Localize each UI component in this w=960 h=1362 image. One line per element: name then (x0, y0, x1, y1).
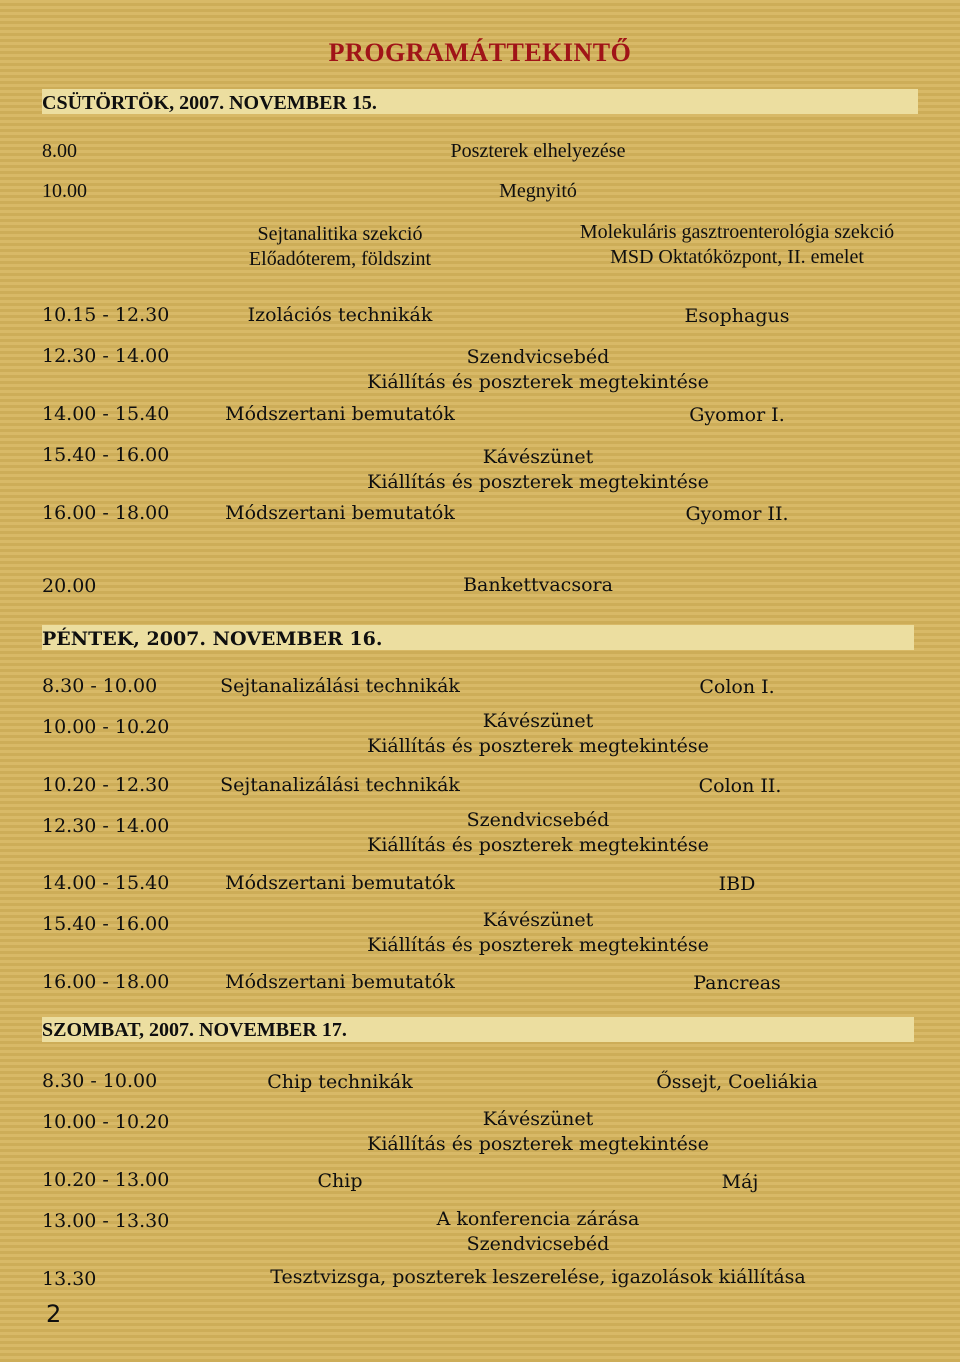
right-session: Őssejt, Coeliákia (656, 1071, 818, 1093)
time-slot: 10.00 (42, 180, 87, 202)
right-session: Gyomor I. (689, 404, 785, 426)
event-label: Bankettvacsora (463, 574, 613, 596)
break-label: Szendvicsebéd (466, 346, 610, 368)
break-sublabel: Kiállítás és poszterek megtekintése (367, 371, 709, 393)
section-left-location: Előadóterem, földszint (248, 248, 432, 270)
time-slot: 8.00 (42, 140, 77, 162)
event-label: Megnyitó (499, 180, 577, 202)
day-header: SZOMBAT, 2007. NOVEMBER 17. (42, 1019, 347, 1041)
right-session: Colon I. (699, 676, 775, 698)
left-session: Izolációs technikák (247, 304, 433, 326)
break-sublabel: Kiállítás és poszterek megtekintése (367, 735, 709, 757)
time-slot: 15.40 - 16.00 (42, 444, 170, 466)
time-slot: 8.30 - 10.00 (42, 1070, 158, 1092)
event-sublabel: Szendvicsebéd (466, 1233, 610, 1255)
time-slot: 15.40 - 16.00 (42, 913, 170, 935)
section-right-name: Molekuláris gasztroenterológia szekció (579, 221, 895, 243)
event-label: A konferencia zárása (436, 1208, 640, 1230)
right-session: IBD (718, 873, 756, 895)
right-session: Gyomor II. (685, 503, 789, 525)
right-session: Pancreas (693, 972, 781, 994)
left-session: Chip technikák (267, 1071, 413, 1093)
time-slot: 12.30 - 14.00 (42, 345, 170, 367)
day-header: CSÜTÖRTÖK, 2007. NOVEMBER 15. (42, 92, 377, 114)
break-sublabel: Kiállítás és poszterek megtekintése (367, 1133, 709, 1155)
left-session: Módszertani bemutatók (225, 403, 455, 425)
time-slot: 8.30 - 10.00 (42, 675, 158, 697)
break-sublabel: Kiállítás és poszterek megtekintése (367, 834, 709, 856)
time-slot: 20.00 (42, 575, 97, 597)
section-left-name: Sejtanalitika szekció (257, 223, 423, 245)
time-slot: 10.20 - 12.30 (42, 774, 170, 796)
break-label: Kávészünet (482, 909, 594, 931)
break-label: Kávészünet (482, 1108, 594, 1130)
time-slot: 10.15 - 12.30 (42, 304, 170, 326)
break-label: Szendvicsebéd (466, 809, 610, 831)
right-session: Esophagus (684, 305, 790, 327)
time-slot: 13.30 (42, 1268, 97, 1290)
break-sublabel: Kiállítás és poszterek megtekintése (367, 471, 709, 493)
left-session: Sejtanalizálási technikák (220, 675, 460, 697)
left-session: Módszertani bemutatók (225, 971, 455, 993)
time-slot: 16.00 - 18.00 (42, 971, 170, 993)
break-label: Kávészünet (482, 710, 594, 732)
time-slot: 13.00 - 13.30 (42, 1210, 170, 1232)
section-right-location: MSD Oktatóközpont, II. emelet (610, 246, 864, 268)
left-session: Módszertani bemutatók (225, 872, 455, 894)
time-slot: 14.00 - 15.40 (42, 403, 170, 425)
time-slot: 14.00 - 15.40 (42, 872, 170, 894)
left-session: Sejtanalizálási technikák (220, 774, 460, 796)
event-label: Tesztvizsga, poszterek leszerelése, igazolások kiállítása (270, 1266, 806, 1288)
page-number: 2 (46, 1300, 62, 1328)
time-slot: 10.00 - 10.20 (42, 716, 170, 738)
break-sublabel: Kiállítás és poszterek megtekintése (367, 934, 709, 956)
time-slot: 10.00 - 10.20 (42, 1111, 170, 1133)
time-slot: 16.00 - 18.00 (42, 502, 170, 524)
left-session: Módszertani bemutatók (225, 502, 455, 524)
time-slot: 12.30 - 14.00 (42, 815, 170, 837)
break-label: Kávészünet (482, 446, 594, 468)
event-label: Poszterek elhelyezése (450, 140, 626, 162)
day-header: PÉNTEK, 2007. NOVEMBER 16. (42, 628, 383, 650)
left-session: Chip (317, 1170, 363, 1192)
right-session: Máj (721, 1171, 759, 1193)
time-slot: 10.20 - 13.00 (42, 1169, 170, 1191)
page-title: PROGRAMÁTTEKINTŐ (328, 38, 632, 67)
right-session: Colon II. (698, 775, 782, 797)
